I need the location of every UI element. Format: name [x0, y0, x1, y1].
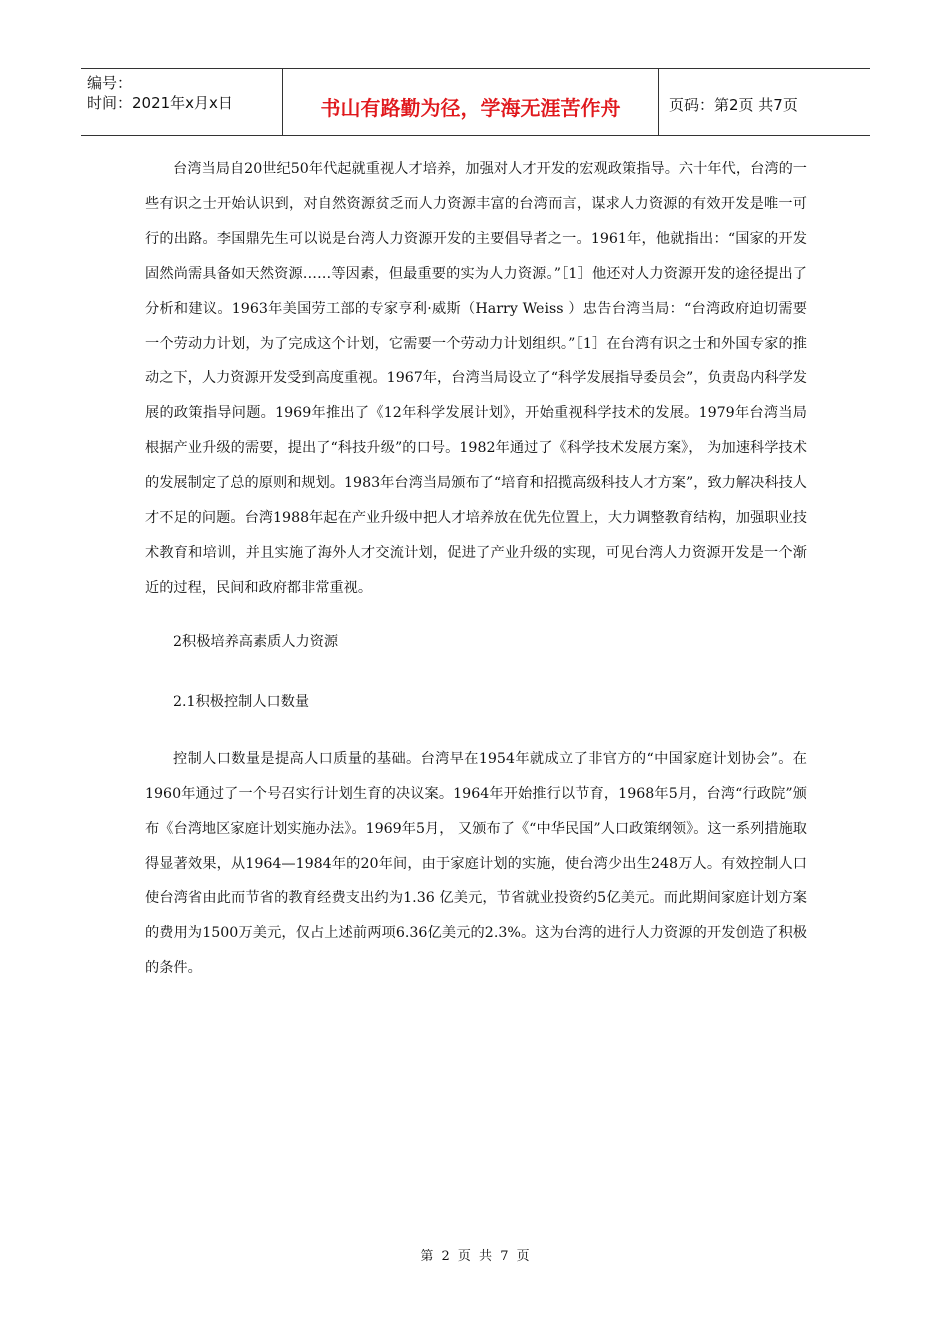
page-footer: 第 2 页 共 7 页	[420, 1249, 530, 1264]
header-meta	[81, 69, 283, 135]
time-label: 时间：2021年x月x日	[87, 94, 233, 112]
section-heading: 2积极培养高素质人力资源	[173, 633, 339, 650]
number-label: 编号：	[87, 74, 133, 92]
document-body	[145, 152, 807, 986]
subsection-heading: 2.1积极控制人口数量	[173, 693, 310, 710]
page-header	[81, 68, 870, 136]
header-page-code: 页码：第2页 共7页	[669, 95, 798, 114]
header-motto: 书山有路勤为径，学海无涯苦作舟	[283, 69, 659, 135]
paragraph-1: 台湾当局自20世纪50年代起就重视人才培养，加强对人才开发的宏观政策指导。六十年代，台湾的一些有识之士开始认识到，对自然资源贫乏而人力资源丰富的台湾而言，谋求人力资源的有效开发是唯一可行的出路。李国鼎先生可以说是台湾人力资源开发的主要倡导者之一。1961年，他就指出：“国家的开发固然尚需具备如天然资源……等因素，但最重要的实为人力资源。”［1］他还对人力资源开发的途径提出了分析和建议。1963年美国劳工部的专家亨利·威斯（Harry Weiss ）忠告台湾当局：“台湾政府迫切需要一个劳动力计划，为了完成这个计划，它需要一个劳动力计划组织。”［1］在台湾有识之士和外国专家的推动之下，人力资源开发受到高度重视。1967年，台湾当局设立了“科学发展指导委员会”，负责岛内科学发展的政策指导问题。1969年推出了《12年科学发展计划》，开始重视科学技术的发展。1979年台湾当局根据产业升级的需要，提出了“科技升级”的口号。1982年通过了《科学技术发展方案》， 为加速科学技术的发展制定了总的原则和规划。1983年台湾当局颁布了“培育和招揽高级科技人才方案”，致力解决科技人才不足的问题。台湾1988年起在产业升级中把人才培养放在优先位置上，大力调整教育结构，加强职业技术教育和培训，并且实施了海外人才交流计划，促进了产业升级的实现，可见台湾人力资源开发是一个渐近的过程，民间和政府都非常重视。	[145, 161, 807, 596]
paragraph-2: 控制人口数量是提高人口质量的基础。台湾早在1954年就成立了非官方的“中国家庭计划协会”。在1960年通过了一个号召实行计划生育的决议案。1964年开始推行以节育，1968年5月，台湾“行政院”颁布《台湾地区家庭计划实施办法》。1969年5月， 又颁布了《“中华民国”人口政策纲领》。这一系列措施取得显著效果，从1964—1984年的20年间，由于家庭计划的实施，使台湾少出生248万人。有效控制人口使台湾省由此而节省的教育经费支出约为1.36 亿美元，节省就业投资约5亿美元。而此期间家庭计划方案的费用为1500万美元，仅占上述前两项6.36亿美元的2.3%。这为台湾的进行人力资源的开发创造了积极的条件。	[145, 750, 807, 977]
